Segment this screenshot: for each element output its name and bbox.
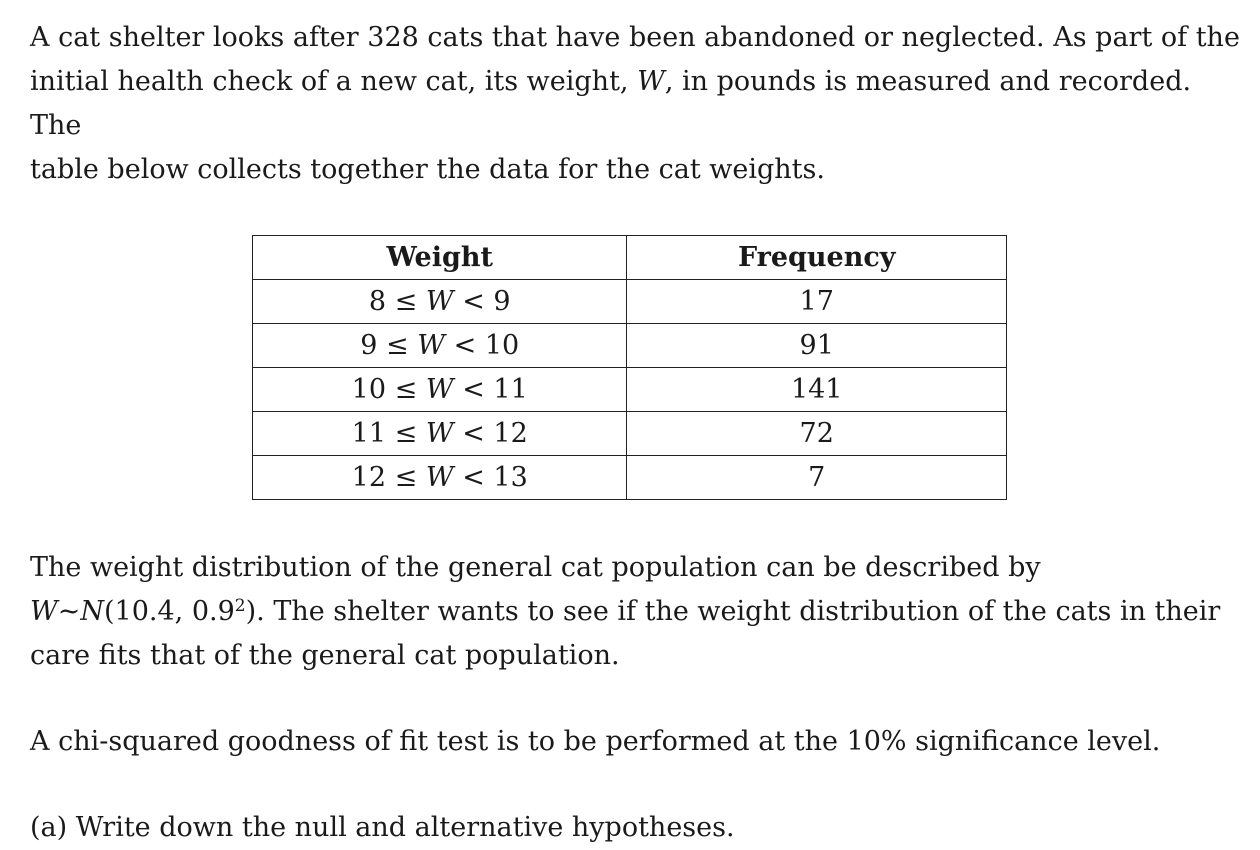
weight-interval: 10 ≤ W < 11 bbox=[253, 368, 627, 412]
test-sentence: A chi-squared goodness of fit test is to be performed at the 10% significance level. bbox=[30, 726, 1161, 757]
distribution-line-1: The weight distribution of the general cat population can be described by bbox=[30, 552, 1041, 583]
weight-interval: 11 ≤ W < 12 bbox=[253, 412, 627, 456]
distribution-line-3: care fits that of the general cat population. bbox=[30, 640, 620, 671]
intro-line-1: A cat shelter looks after 328 cats that have been abandoned or neglected. As part of the bbox=[30, 22, 1240, 53]
frequency-value: 72 bbox=[627, 412, 1007, 456]
frequency-value: 91 bbox=[627, 324, 1007, 368]
weight-frequency-table-wrapper bbox=[252, 235, 1240, 500]
table-row bbox=[253, 412, 1007, 456]
weight-interval: 12 ≤ W < 13 bbox=[253, 456, 627, 500]
question-a: (a) Write down the null and alternative hypotheses. bbox=[30, 812, 735, 843]
frequency-value: 141 bbox=[627, 368, 1007, 412]
weight-interval: 9 ≤ W < 10 bbox=[253, 324, 627, 368]
intro-line-2a: initial health check of a new cat, its weight, bbox=[30, 66, 638, 97]
table-row bbox=[253, 280, 1007, 324]
table-row bbox=[253, 368, 1007, 412]
weight-frequency-table bbox=[252, 235, 1007, 500]
document-page bbox=[30, 16, 1240, 850]
frequency-value: 7 bbox=[627, 456, 1007, 500]
distribution-line-2-rest: The shelter wants to see if the weight distribution of the cats in their bbox=[264, 596, 1221, 627]
header-weight: Weight bbox=[253, 236, 627, 280]
weight-variable: W bbox=[637, 66, 665, 97]
frequency-value: 17 bbox=[627, 280, 1007, 324]
table-row bbox=[253, 456, 1007, 500]
intro-line-3: table below collects together the data for the cat weights. bbox=[30, 154, 825, 185]
intro-paragraph bbox=[30, 16, 1240, 192]
table-row bbox=[253, 324, 1007, 368]
header-frequency: Frequency bbox=[627, 236, 1007, 280]
table-header-row bbox=[253, 236, 1007, 280]
intro-line-2b: , in pounds is measured and recorded. The bbox=[30, 66, 1192, 141]
distribution-formula: W~N(10.4, $0.9^2$). bbox=[30, 596, 265, 627]
distribution-paragraph bbox=[30, 546, 1240, 678]
weight-interval: 8 ≤ W < 9 bbox=[253, 280, 627, 324]
